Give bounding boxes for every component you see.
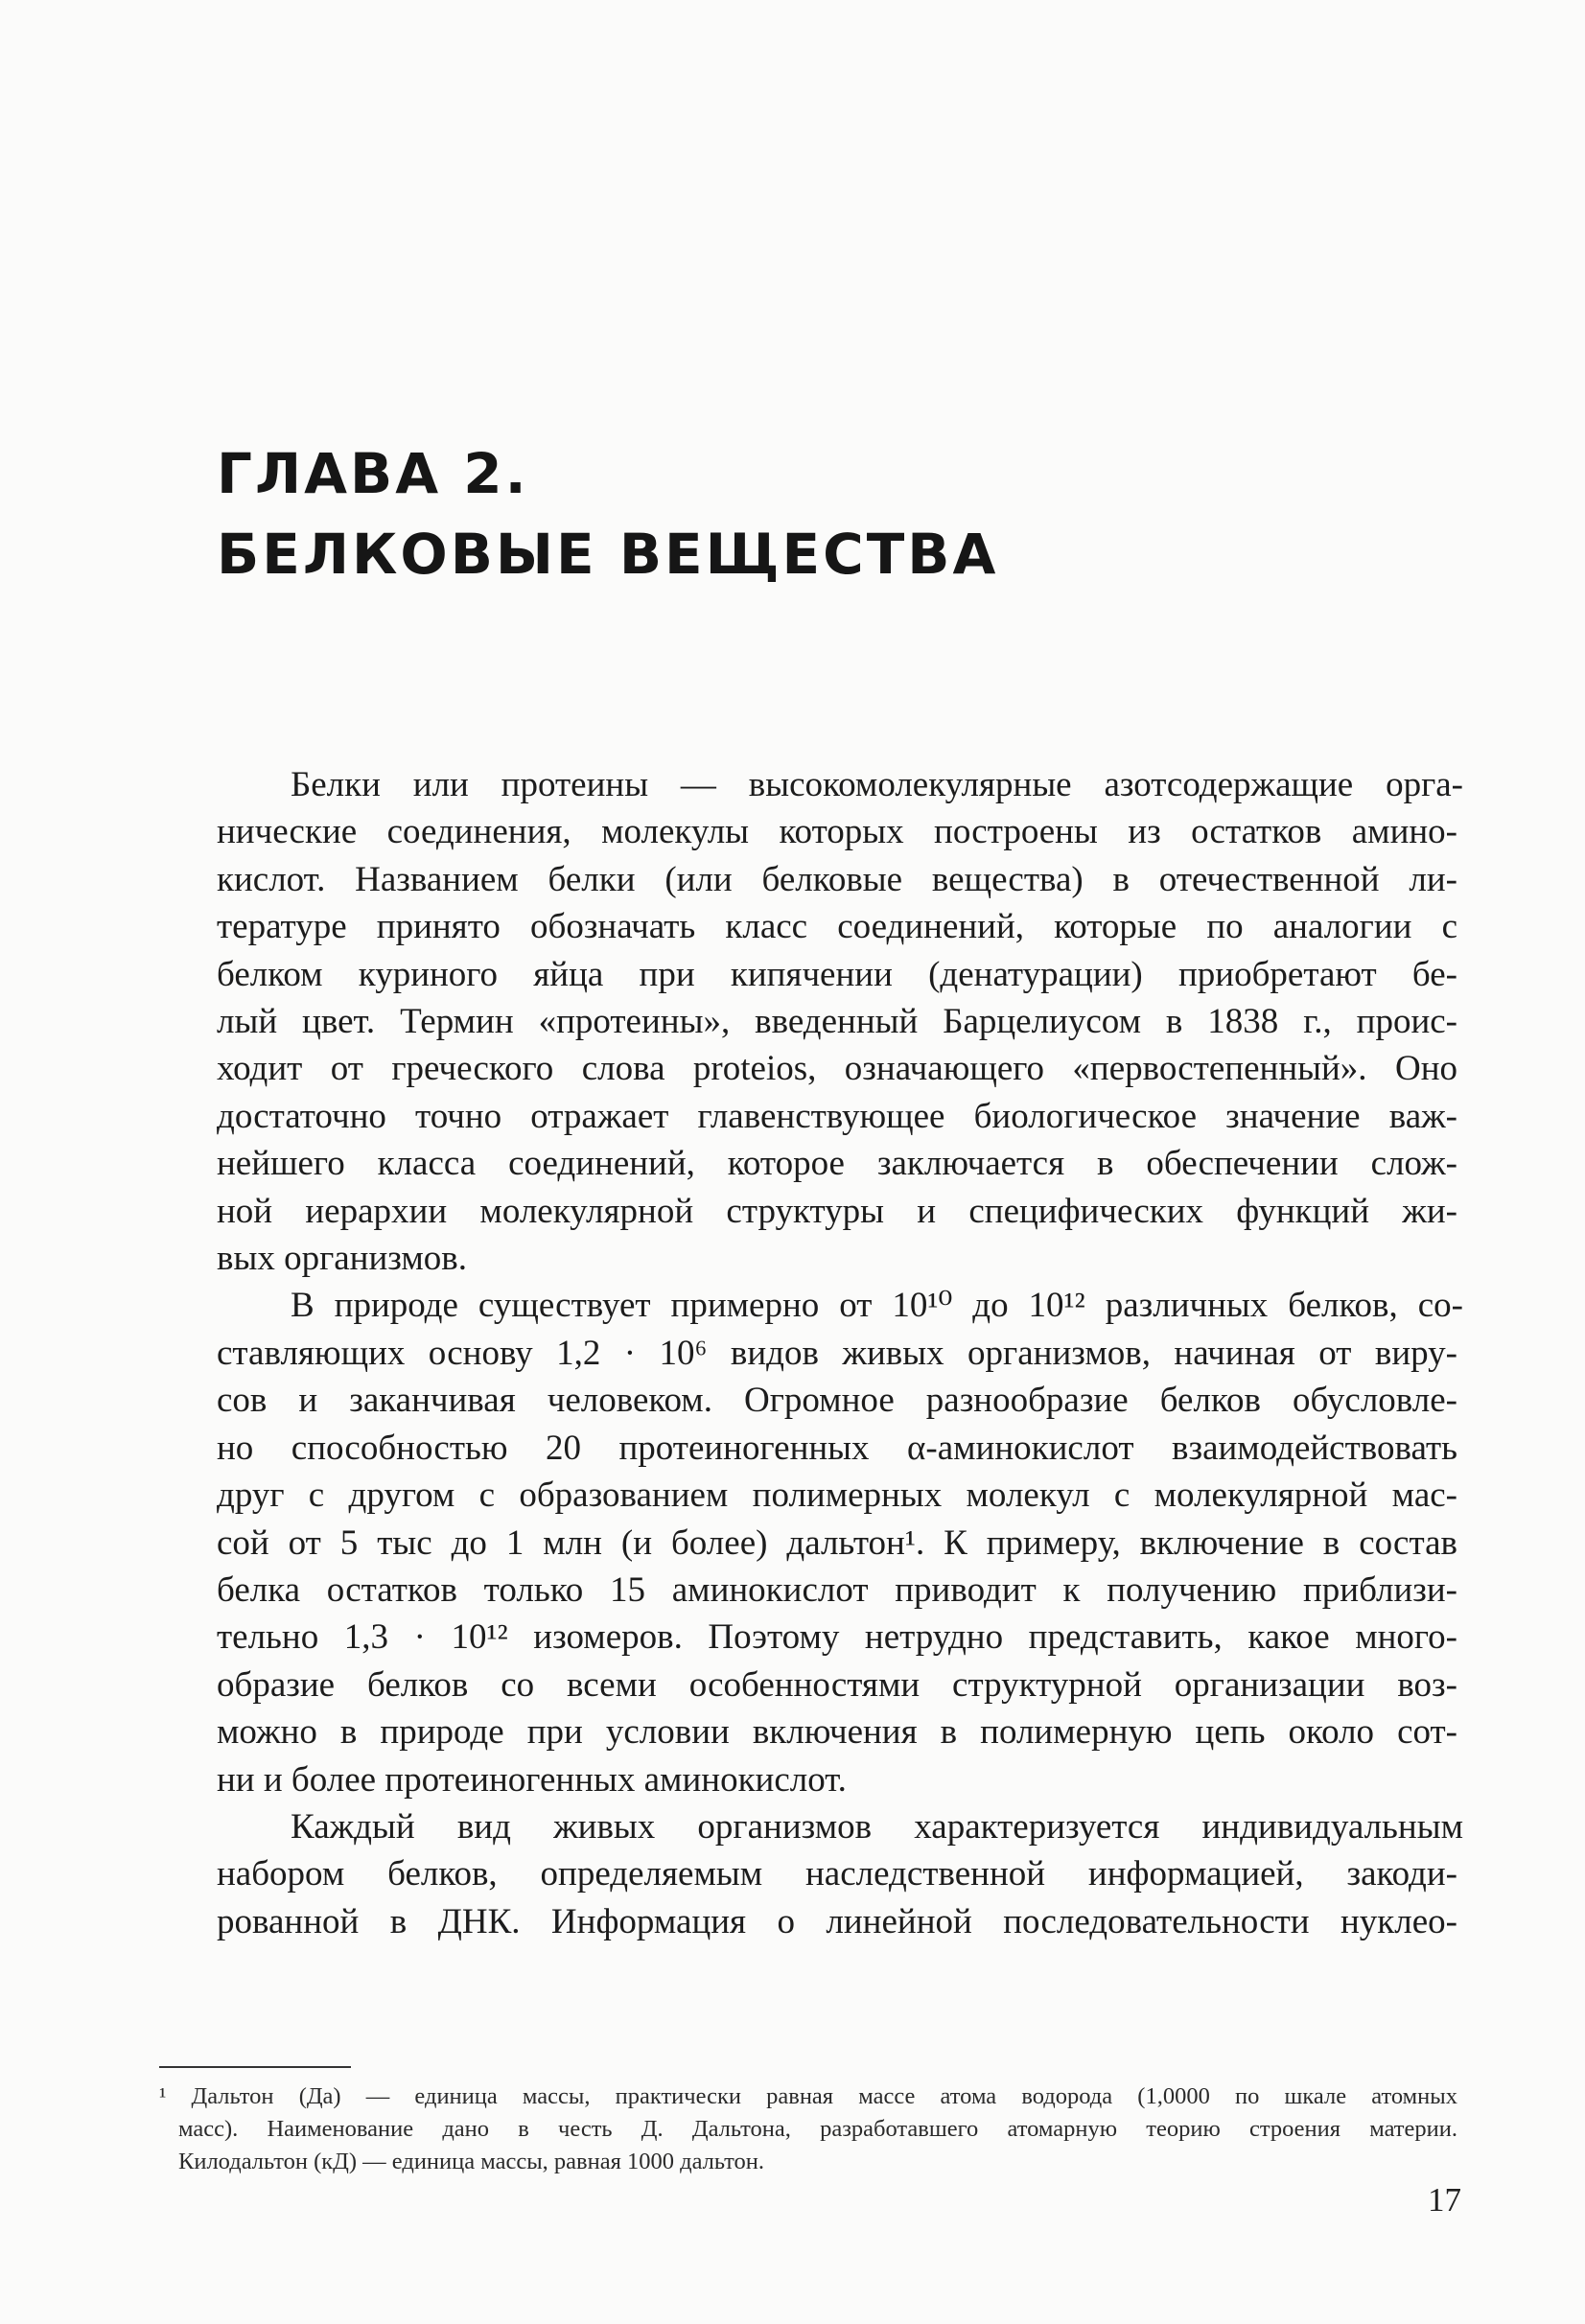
text-line: лый цвет. Термин «протеины», введенный Барцелиусом в 1838 г., проис- <box>217 1002 1457 1042</box>
page-number: 17 <box>1428 2181 1461 2219</box>
text-line: ной иерархии молекулярной структуры и специфических функций жи- <box>217 1191 1457 1231</box>
footnote <box>159 2080 1457 2178</box>
footnote-line: ¹ Дальтон (Да) — единица массы, практически равная массе атома водорода (1,0000 по шкале атомных <box>159 2083 1457 2109</box>
text-line: сов и заканчивая человеком. Огромное разнообразие белков обусловле- <box>217 1381 1457 1421</box>
paragraph-3 <box>217 1803 1463 1945</box>
text-line: друг с другом с образованием полимерных молекул с молекулярной мас- <box>217 1476 1457 1516</box>
text-line: набором белков, определяемым наследственной информацией, закоди- <box>217 1854 1457 1894</box>
chapter-heading <box>217 433 998 594</box>
text-line: ходит от греческого слова proteios, означающего «первостепенный». Оно <box>217 1049 1457 1089</box>
text-line: ставляющих основу 1,2 · 10⁶ видов живых организмов, начиная от виру- <box>217 1333 1457 1373</box>
text-line: ни и более протеиногенных аминокислот. <box>217 1759 847 1800</box>
footnote-line: масс). Наименование дано в честь Д. Дальтона, разработавшего атомарную теорию строения материи. <box>178 2116 1457 2142</box>
footnote-rule <box>159 2066 351 2068</box>
text-line: кислот. Названием белки (или белковые вещества) в отечественной ли- <box>217 859 1457 899</box>
text-line: Белки или протеины — высокомолекулярные азотсодержащие орга- <box>291 765 1463 804</box>
text-line: рованной в ДНК. Информация о линейной последовательности нуклео- <box>217 1901 1457 1941</box>
text-line: белком куриного яйца при кипячении (денатурации) приобретают бе- <box>217 954 1457 994</box>
text-line: белка остатков только 15 аминокислот приводит к получению приблизи- <box>217 1569 1457 1610</box>
text-line: но способностью 20 протеиногенных α-аминокислот взаимодействовать <box>217 1428 1457 1468</box>
text-line: В природе существует примерно от 10¹⁰ до 10¹² различных белков, со- <box>291 1286 1463 1326</box>
chapter-number: ГЛАВА 2. <box>217 441 529 506</box>
text-line: достаточно точно отражает главенствующее биологическое значение важ- <box>217 1096 1457 1136</box>
body-text <box>217 761 1463 1945</box>
text-line: тературе принято обозначать класс соединений, которые по аналогии с <box>217 907 1457 947</box>
text-line: нические соединения, молекулы которых построены из остатков амино- <box>217 812 1457 852</box>
paragraph-1 <box>217 761 1463 1282</box>
text-line: вых организмов. <box>217 1239 468 1279</box>
text-line: нейшего класса соединений, которое заключается в обеспечении слож- <box>217 1144 1457 1184</box>
text-line: можно в природе при условии включения в полимерную цепь около сот- <box>217 1712 1457 1753</box>
text-line: сой от 5 тыс до 1 млн (и более) дальтон¹. К примеру, включение в состав <box>217 1522 1457 1563</box>
paragraph-2 <box>217 1282 1463 1802</box>
text-line: образие белков со всеми особенностями структурной организации воз- <box>217 1664 1457 1705</box>
text-line: тельно 1,3 · 10¹² изомеров. Поэтому нетрудно представить, какое много- <box>217 1617 1457 1658</box>
chapter-title: БЕЛКОВЫЕ ВЕЩЕСТВА <box>217 522 999 587</box>
text-line: Каждый вид живых организмов характеризуется индивидуальным <box>291 1806 1463 1847</box>
footnote-line: Килодальтон (кД) — единица массы, равная 1000 дальтон. <box>178 2149 765 2174</box>
